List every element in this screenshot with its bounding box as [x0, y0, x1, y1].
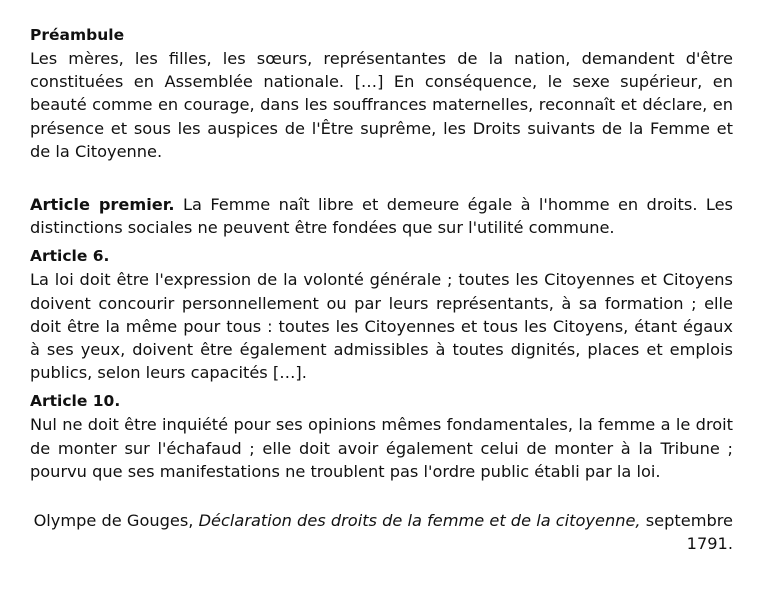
document-body: [30, 24, 733, 571]
article-1-text: La Femme naît libre et demeure égale à l'homme en droits. Les distinctions sociales ne peuvent être fondées que sur l'utilité commune.: [30, 195, 733, 238]
source-work-title: Déclaration des droits de la femme et de la citoyenne,: [198, 511, 641, 531]
preambule-text: Les mères, les filles, les sœurs, représentantes de la nation, demandent d'être constituées en Assemblée nationale. […] En conséquence, le sexe supérieur, en beauté comme en courage, dans les souffrances maternelles, reconnaît et déclare, en présence et sous les auspices de l'Être suprême, les Droits suivants de la Femme et de la Citoyenne.: [30, 49, 733, 161]
spacer: [30, 163, 733, 193]
source-author: Olympe de Gouges,: [33, 511, 199, 531]
article-6-text: La loi doit être l'expression de la volonté générale ; toutes les Citoyennes et Citoyens doivent concourir personnellement ou par leurs représentants, à sa formation ; elle doit être la même pour tous : toutes les Citoyennes et tous les Citoyens, étant égaux à ses yeux, doivent être également admissibles à toutes dignités, places et emplois publics, selon leurs capacités […].: [30, 270, 733, 383]
preambule-heading: Préambule: [30, 26, 125, 44]
source-date: septembre 1791.: [640, 511, 733, 554]
article-10-heading: Article 10.: [30, 392, 121, 411]
article-10-text: Nul ne doit être inquiété pour ses opinions mêmes fondamentales, la femme a le droit de monter sur l'échafaud ; elle doit avoir également celui de monter à la Tribune ; pourvu que ses manifestations ne troublent pas l'ordre public établi par la loi.: [30, 415, 733, 481]
article-6-heading: Article 6.: [30, 247, 110, 266]
article-1-heading: Article premier.: [30, 195, 175, 215]
article-1-paragraph: [30, 193, 733, 239]
source-citation: [30, 509, 733, 555]
